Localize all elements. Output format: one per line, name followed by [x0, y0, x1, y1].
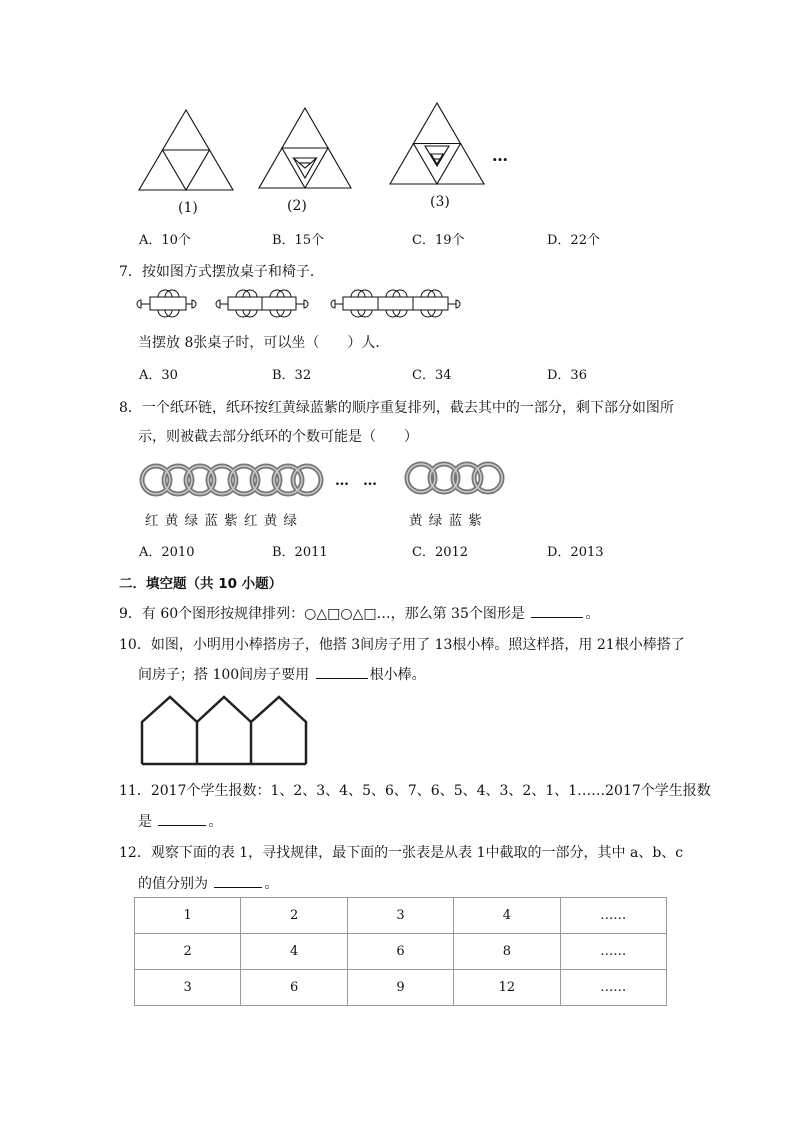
q11-line2: [138, 811, 222, 831]
q6-option-c[interactable]: C．19个: [412, 233, 465, 248]
q12-line2: [138, 873, 278, 893]
q8-option-a[interactable]: A．2010: [139, 545, 195, 560]
q7-stem: 7．按如图方式摆放桌子和椅子．: [119, 264, 324, 280]
table-cell: ……: [560, 898, 666, 934]
table-row: [135, 970, 667, 1006]
q12-line1: 12．观察下面的表 1，寻找规律，最下面的一张表是从表 1中截取的一部分，其中 a、b、c: [119, 845, 684, 861]
table-cell: 6: [241, 970, 347, 1006]
q12-text: 的值分别为: [138, 876, 213, 892]
table-cell: 12: [454, 970, 560, 1006]
q8-option-c[interactable]: C．2012: [412, 545, 469, 560]
section-title: 二．填空题（共 10 小题）: [119, 576, 283, 592]
figure-label-2: (2): [287, 198, 307, 214]
q6-option-b[interactable]: B．15个: [272, 233, 325, 248]
q9-text: 9．有 60个图形按规律排列：○△□○△□…，那么第 35个图形是: [119, 606, 530, 622]
q11-answer-blank[interactable]: [158, 811, 206, 826]
table-cell: 4: [241, 934, 347, 970]
q7-option-c[interactable]: C．34: [412, 368, 452, 383]
figure-ellipsis: …: [492, 146, 508, 165]
q8-option-b[interactable]: B．2011: [272, 545, 328, 560]
q8-stem-line2: 示，则被截去部分纸环的个数可能是（ ）: [138, 429, 418, 445]
q10-text: 间房子；搭 100间房子要用: [138, 667, 314, 683]
q6-option-d[interactable]: D．22个: [547, 233, 600, 248]
figure-label-3: (3): [430, 194, 450, 210]
q11-line1: 11．2017个学生报数：1、2、3、4、5、6、7、6、5、4、3、2、1、1……2017个学生报数: [119, 783, 711, 799]
q12-text-end: 。: [264, 876, 279, 892]
q12-answer-blank[interactable]: [214, 873, 262, 888]
table-row: [135, 934, 667, 970]
q8-option-d[interactable]: D．2013: [547, 545, 604, 560]
left-ring-colors: 红 黄 绿 蓝 紫 红 黄 绿: [145, 513, 299, 529]
q7-option-d[interactable]: D．36: [547, 368, 587, 383]
table-cell: 8: [454, 934, 560, 970]
table-cell: 1: [135, 898, 241, 934]
table-cell: 2: [241, 898, 347, 934]
table-cell: ……: [560, 934, 666, 970]
number-table: [134, 897, 667, 1006]
q6-option-a[interactable]: A．10个: [139, 233, 191, 248]
table-cell: 6: [347, 934, 453, 970]
table-cell: ……: [560, 970, 666, 1006]
chain-gap-dots: … …: [335, 473, 377, 489]
q10-text-end: 根小棒。: [369, 667, 426, 683]
table-cell: 2: [135, 934, 241, 970]
table-cell: 4: [454, 898, 560, 934]
q11-text: 是: [138, 814, 157, 830]
figure-label-1: (1): [178, 200, 198, 216]
q11-text-end: 。: [208, 814, 223, 830]
table-row: [135, 898, 667, 934]
q7-option-b[interactable]: B．32: [272, 368, 312, 383]
q7-line2: 当摆放 8张桌子时，可以坐（ ）人．: [138, 335, 390, 351]
q9-text-end: 。: [585, 606, 600, 622]
table-cell: 3: [135, 970, 241, 1006]
table-cell: 3: [347, 898, 453, 934]
table-cell: 9: [347, 970, 453, 1006]
right-ring-colors: 黄 绿 蓝 紫: [409, 513, 483, 529]
q8-stem-line1: 8．一个纸环链，纸环按红黄绿蓝紫的顺序重复排列，截去其中的一部分，剩下部分如图所: [119, 400, 674, 416]
q10-line1: 10．如图，小明用小棒搭房子，他搭 3间房子用了 13根小棒。照这样搭，用 21根小棒搭了: [119, 637, 685, 653]
q7-option-a[interactable]: A．30: [139, 368, 178, 383]
